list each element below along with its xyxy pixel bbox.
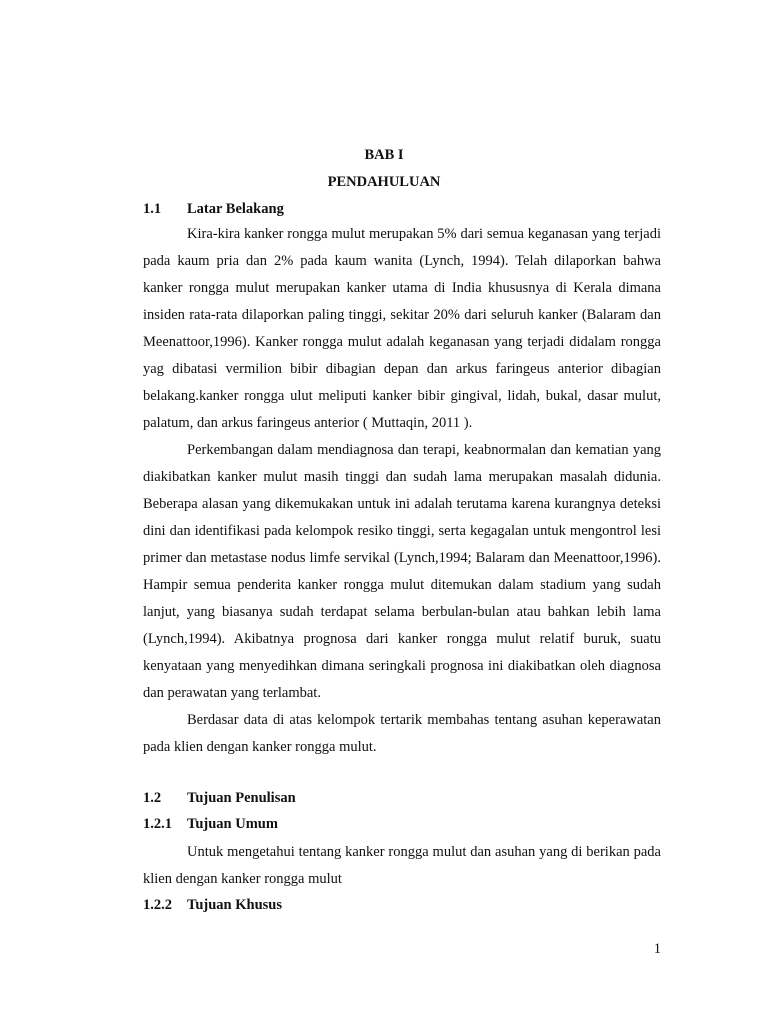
section-heading-1-2-2 xyxy=(143,897,282,914)
section-title: Tujuan Penulisan xyxy=(187,790,296,806)
chapter-title: PENDAHULUAN xyxy=(327,174,441,190)
paragraph-latar-belakang-2: Perkembangan dalam mendiagnosa dan terapi, keabnormalan dan kematian yang diakibatkan kanker mulut masih tinggi dan sudah lama merupakan masalah didunia. Beberapa alasan yang dikemukakan untuk ini adalah terutama karena kurangnya deteksi dini dan identifikasi pada kelompok resiko tinggi, serta kegagalan untuk mengontrol lesi primer dan metastase nodus limfe servikal (Lynch,1994; Balaram dan Meenattoor,1996). Hampir semua penderita kanker rongga mulut ditemukan dalam stadium yang sudah lanjut, yang biasanya sudah terdapat selama berbulan-bulan atau bahkan lebih lama (Lynch,1994). Akibatnya prognosa dari kanker rongga mulut relatif buruk, suatu kenyataan yang menyedihkan dimana seringkali prognosa ini diakibatkan oleh diagnosa dan perawatan yang terlambat. xyxy=(143,442,661,701)
section-title: Tujuan Khusus xyxy=(187,897,282,913)
paragraph-latar-belakang-3: Berdasar data di atas kelompok tertarik membahas tentang asuhan keperawatan pada klien dengan kanker rongga mulut. xyxy=(143,712,661,755)
page-number: 1 xyxy=(653,941,661,957)
section-heading-1-1 xyxy=(143,201,284,218)
section-number: 1.2.1 xyxy=(143,816,172,832)
section-heading-1-2-1 xyxy=(143,816,278,833)
section-number: 1.1 xyxy=(143,201,162,217)
section-title: Tujuan Umum xyxy=(187,816,278,832)
section-number: 1.2 xyxy=(143,790,162,806)
paragraph-latar-belakang-1: Kira-kira kanker rongga mulut merupakan 5% dari semua keganasan yang terjadi pada kaum pria dan 2% pada kaum wanita (Lynch, 1994). Telah dilaporkan bahwa kanker rongga mulut merupakan kanker utama di India khususnya di Kerala dimana insiden rata-rata dilaporkan paling tinggi, sekitar 20% dari seluruh kanker (Balaram dan Meenattoor,1996). Kanker rongga mulut adalah keganasan yang terjadi didalam rongga yag dibatasi vermilion bibir dibagian depan dan arkus faringeus anterior dibagian belakang.kanker rongga ulut meliputi kanker bibir gingival, lidah, bukal, dasar mulut, palatum, dan arkus faringeus anterior ( Muttaqin, 2011 ). xyxy=(143,226,661,431)
section-number: 1.2.2 xyxy=(143,897,172,913)
section-heading-1-2 xyxy=(143,790,296,807)
section-title: Latar Belakang xyxy=(187,201,284,217)
chapter-label: BAB I xyxy=(364,147,404,163)
paragraph-tujuan-umum: Untuk mengetahui tentang kanker rongga mulut dan asuhan yang di berikan pada klien dengan kanker rongga mulut xyxy=(143,844,661,887)
